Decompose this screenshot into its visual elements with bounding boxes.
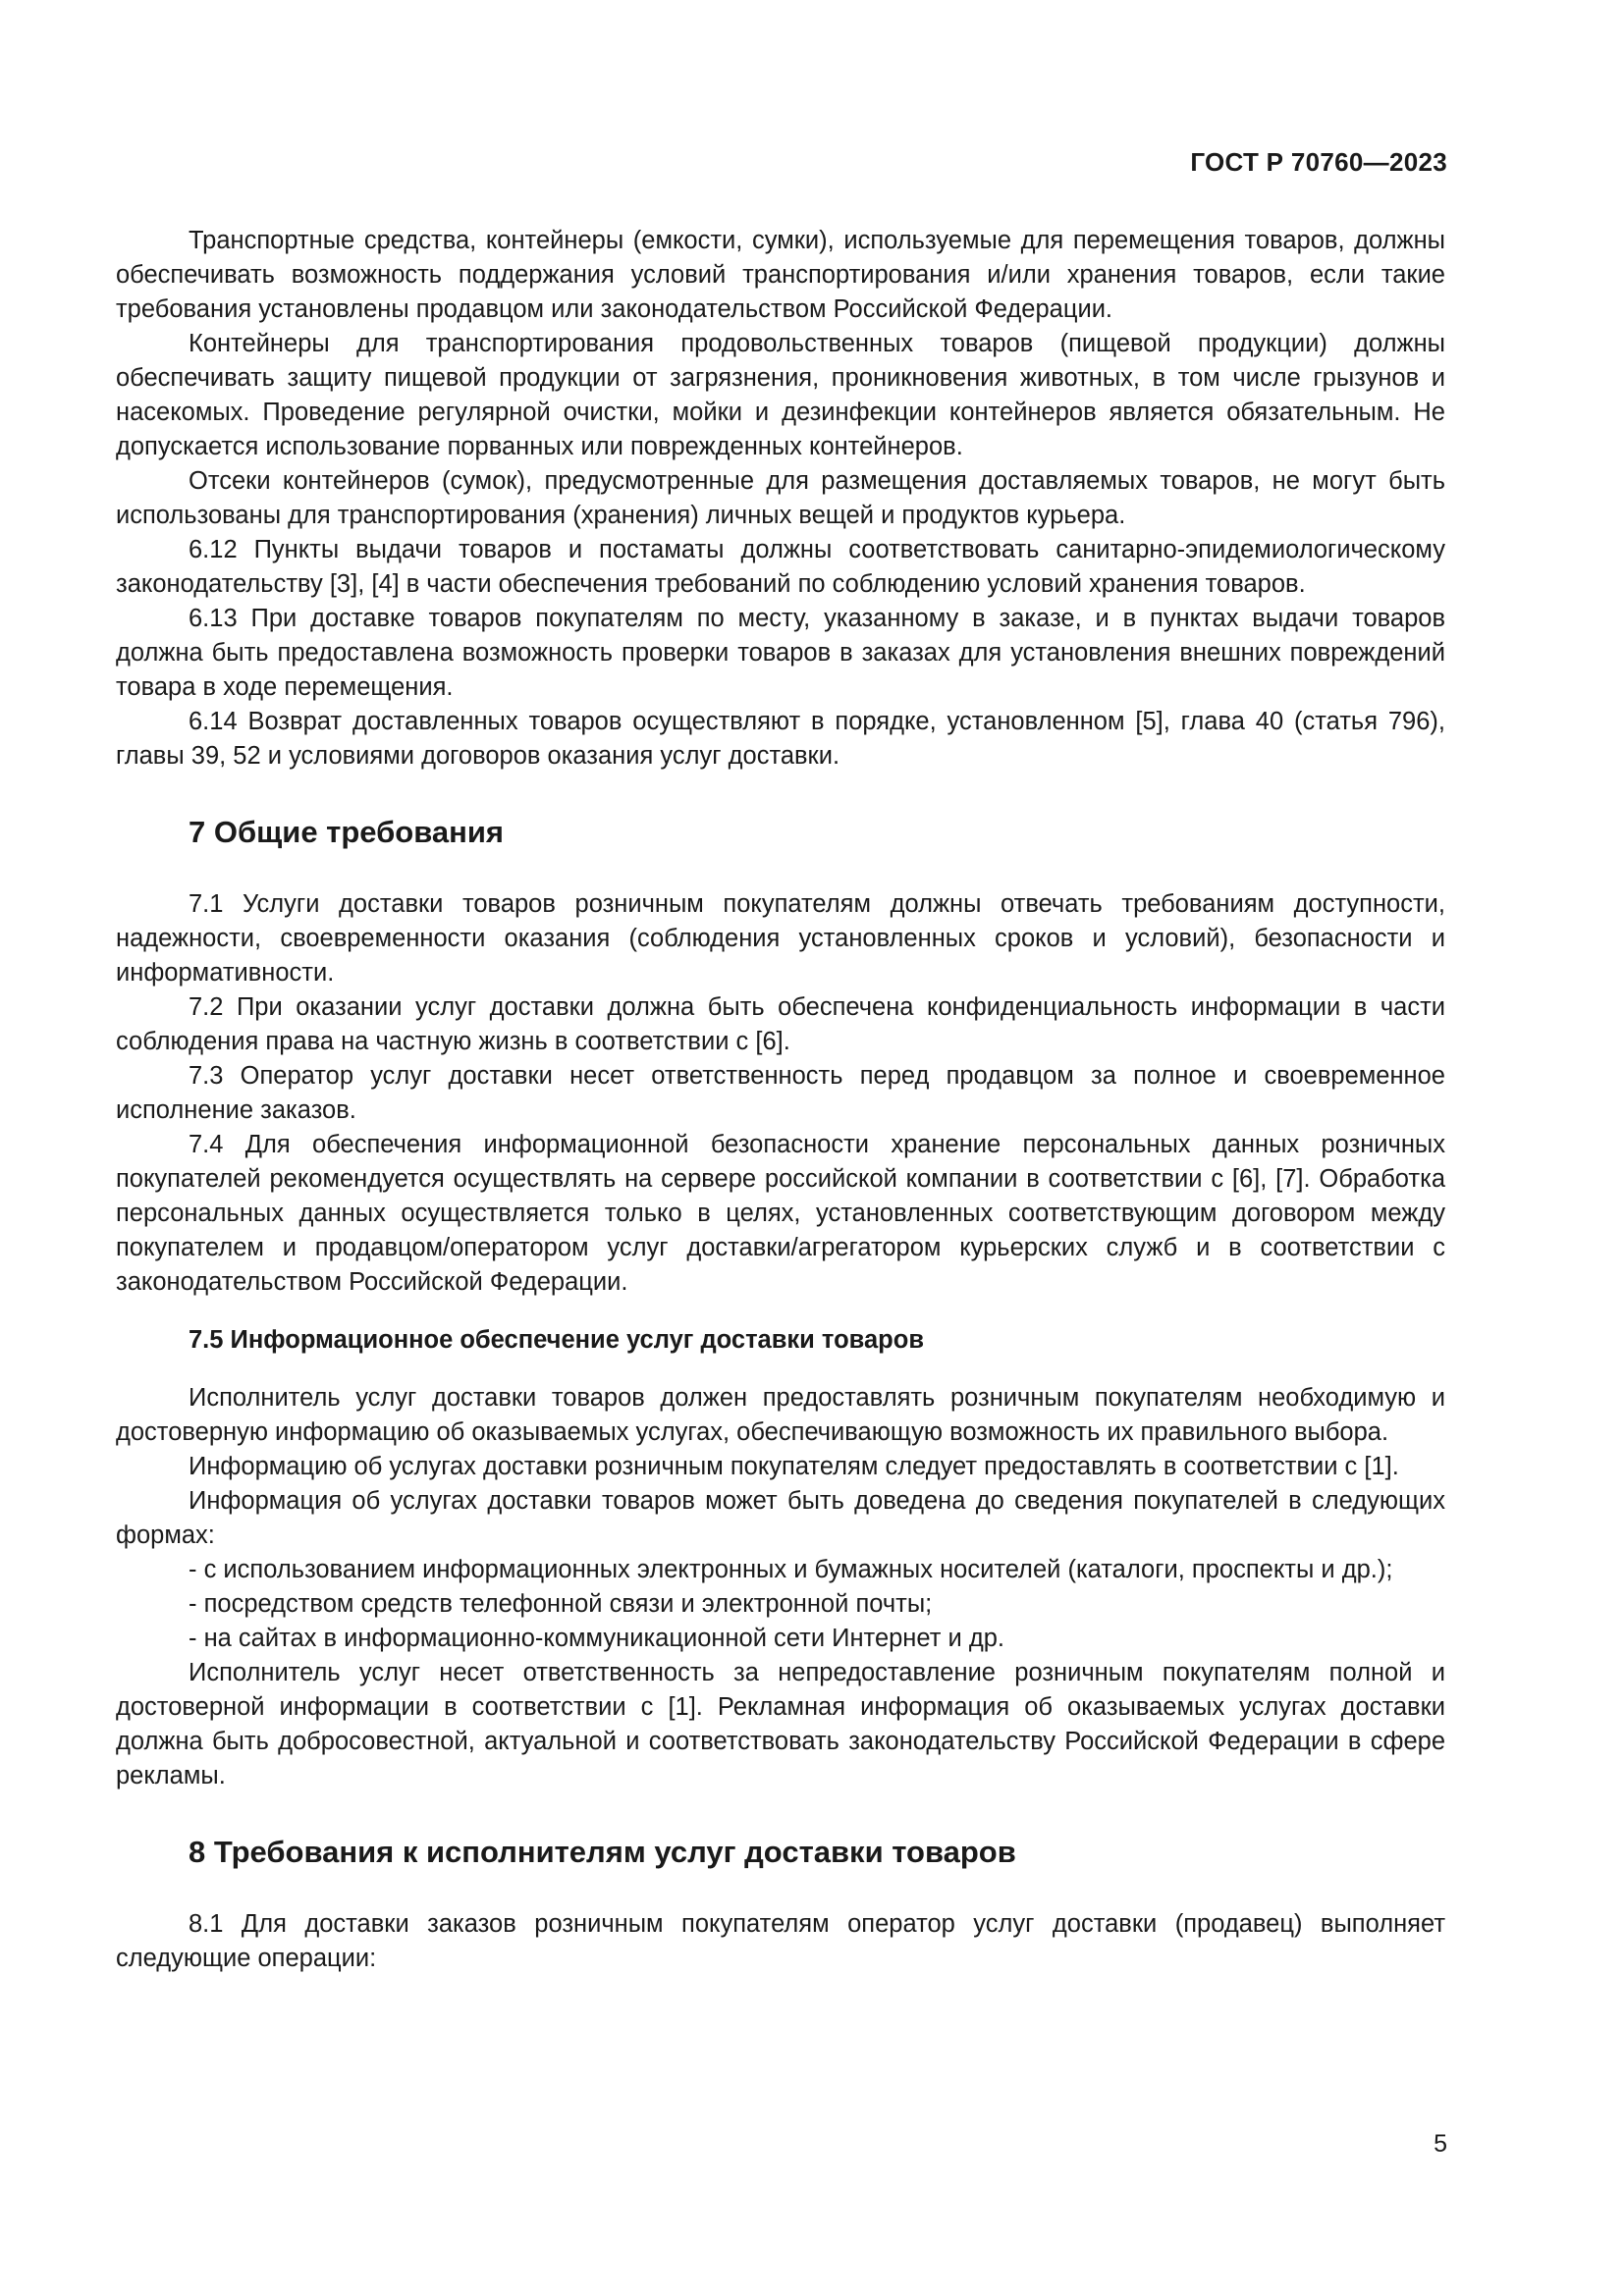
document-code: ГОСТ Р 70760—2023 (1190, 147, 1447, 177)
paragraph: Информация об услугах доставки товаров может быть доведена до сведения покупателей в следующих формах: (116, 1487, 1445, 1549)
list-item: - посредством средств телефонной связи и электронной почты; (189, 1590, 933, 1618)
paragraph-7-3: 7.3 Оператор услуг доставки несет ответственность перед продавцом за полное и своевременное исполнение заказов. (116, 1062, 1445, 1124)
paragraph-7-2: 7.2 При оказании услуг доставки должна быть обеспечена конфиденциальность информации в части соблюдения права на частную жизнь в соответствии с [6]. (116, 993, 1445, 1055)
paragraph: Исполнитель услуг доставки товаров должен предоставлять розничным покупателям необходимую и достоверную информацию об оказываемых услугах, обеспечивающую возможность их правильного выбора. (116, 1384, 1445, 1446)
paragraph-6-12: 6.12 Пункты выдачи товаров и постаматы должны соответствовать санитарно-эпидемиологическому законодательству [3], [4] в части обеспечения требований по соблюдению условий хранения товаров. (116, 536, 1445, 598)
paragraph: Контейнеры для транспортирования продовольственных товаров (пищевой продукции) должны обеспечивать защиту пищевой продукции от загрязнения, проникновения животных, в том числе грызунов и насекомых. Проведение регулярной очистки, мойки и дезинфекции контейнеров является обязательным. Не допускается использование порванных или поврежденных контейнеров. (116, 330, 1445, 460)
paragraph-6-14: 6.14 Возврат доставленных товаров осуществляют в порядке, установленном [5], глава 40 (статья 796), главы 39, 52 и условиями договоров оказания услуг доставки. (116, 708, 1445, 770)
paragraph: Отсеки контейнеров (сумок), предусмотренные для размещения доставляемых товаров, не могут быть использованы для транспортирования (хранения) личных вещей и продуктов курьера. (116, 467, 1445, 529)
paragraph: Исполнитель услуг несет ответственность за непредоставление розничным покупателям полной и достоверной информации в соответствии с [1]. Рекламная информация об оказываемых услугах доставки должна быть добросовестной, актуальной и соответствовать законодательству Российской Федерации в сфере рекламы. (116, 1659, 1445, 1789)
section-8-title: 8 Требования к исполнителям услуг доставки товаров (189, 1835, 1016, 1869)
paragraph: Информацию об услугах доставки розничным покупателям следует предоставлять в соответствии с [1]. (189, 1453, 1399, 1480)
paragraph-8-1: 8.1 Для доставки заказов розничным покупателям оператор услуг доставки (продавец) выполняет следующие операции: (116, 1910, 1445, 1972)
paragraph-6-13: 6.13 При доставке товаров покупателям по месту, указанному в заказе, и в пунктах выдачи товаров должна быть предоставлена возможность проверки товаров в заказах для установления внешних повреждений товара в ходе перемещения. (116, 605, 1445, 701)
page-number: 5 (1434, 2130, 1447, 2158)
page-content (116, 224, 1445, 1976)
list-item: - на сайтах в информационно-коммуникационной сети Интернет и др. (189, 1625, 1004, 1652)
paragraph: Транспортные средства, контейнеры (емкости, сумки), используемые для перемещения товаров, должны обеспечивать возможность поддержания условий транспортирования и/или хранения товаров, если такие требования установлены продавцом или законодательством Российской Федерации. (116, 227, 1445, 323)
paragraph-7-1: 7.1 Услуги доставки товаров розничным покупателям должны отвечать требованиям доступности, надежности, своевременности оказания (соблюдения установленных сроков и условий), безопасности и информативности. (116, 890, 1445, 987)
list-item: - с использованием информационных электронных и бумажных носителей (каталоги, проспекты и др.); (189, 1556, 1393, 1583)
paragraph-7-4: 7.4 Для обеспечения информационной безопасности хранение персональных данных розничных покупателей рекомендуется осуществлять на сервере российской компании в соответствии с [6], [7]. Обработка персональных данных осуществляется только в целях, установленных соответствующим договором между покупателем и продавцом/оператором услуг доставки/агрегатором курьерских служб и в соответствии с законодательством Российской Федерации. (116, 1131, 1445, 1296)
section-7-title: 7 Общие требования (189, 815, 504, 849)
section-7-5-title: 7.5 Информационное обеспечение услуг доставки товаров (189, 1326, 925, 1354)
